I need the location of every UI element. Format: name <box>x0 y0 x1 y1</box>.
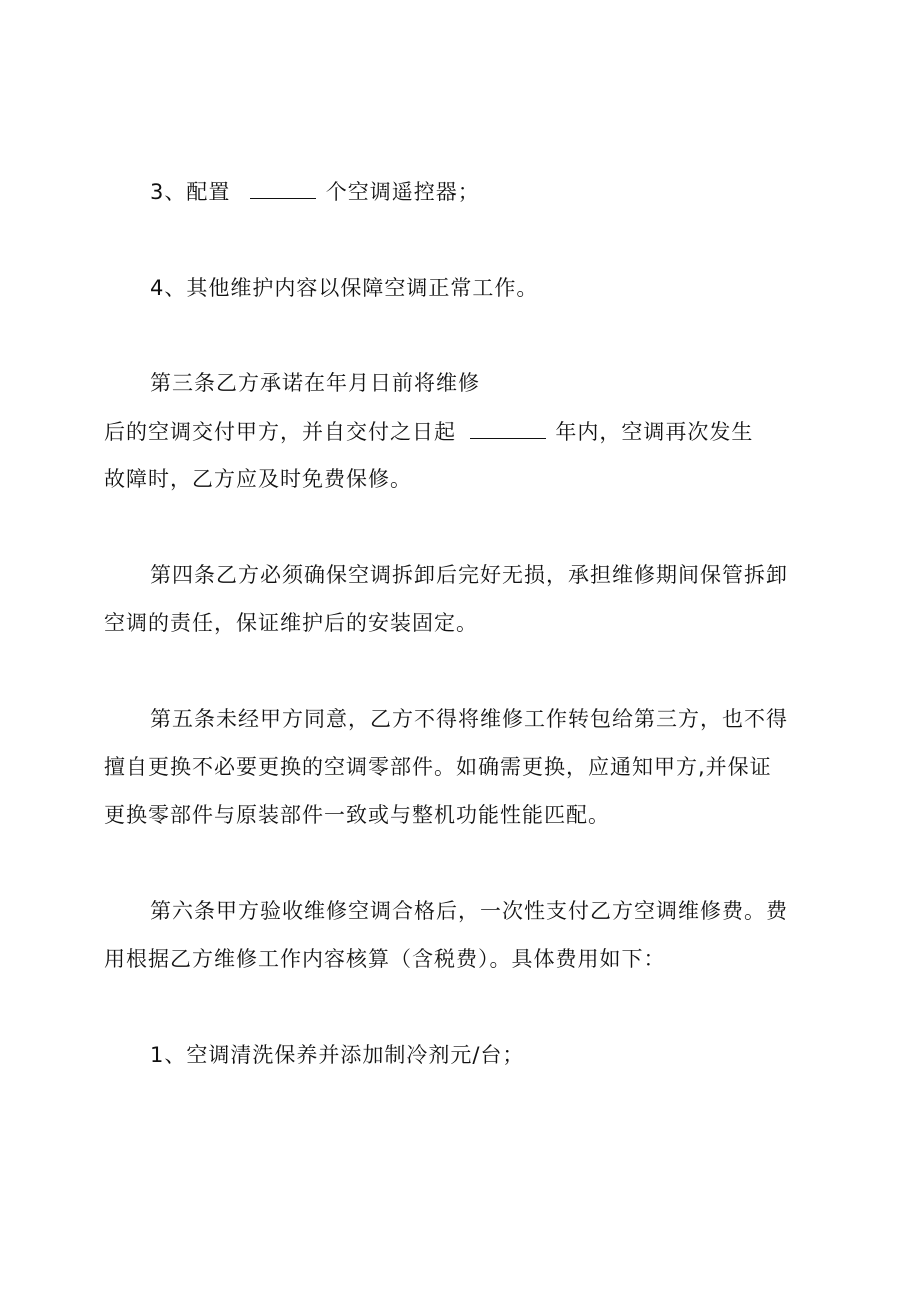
article-3-line-2-before: 后的空调交付甲方，并自交付之日起 <box>104 420 456 444</box>
article-3-line-1: 第三条乙方承诺在年月日前将维修 <box>150 371 480 395</box>
article-4-line-1: 第四条乙方必须确保空调拆卸后完好无损，承担维修期间保管拆卸 <box>150 563 788 587</box>
item-3-text-before: 3、配置 <box>150 180 231 204</box>
article-3-line-3: 故障时，乙方应及时免费保修。 <box>104 467 412 491</box>
article-6-line-2: 用根据乙方维修工作内容核算（含税费）。具体费用如下： <box>104 947 666 971</box>
item-3-line <box>150 178 480 205</box>
fee-item-1: 1、空调清洗保养并添加制冷剂元/台； <box>150 1043 525 1067</box>
article-3-line-2 <box>104 418 753 445</box>
item-3-text-after: 个空调遥控器； <box>325 180 480 204</box>
article-5-line-1: 第五条未经甲方同意，乙方不得将维修工作转包给第三方，也不得 <box>150 707 788 731</box>
article-4-line-2: 空调的责任，保证维护后的安装固定。 <box>104 611 478 635</box>
remote-count-blank <box>250 178 316 199</box>
article-5-line-3: 更换零部件与原装部件一致或与整机功能性能匹配。 <box>104 803 610 827</box>
article-5-line-2: 擅自更换不必要更换的空调零部件。如确需更换，应通知甲方,并保证 <box>104 755 772 779</box>
article-3-line-2-after: 年内，空调再次发生 <box>555 420 754 444</box>
item-4-line: 4、其他维护内容以保障空调正常工作。 <box>150 276 539 300</box>
article-6-line-1: 第六条甲方验收维修空调合格后，一次性支付乙方空调维修费。费 <box>150 899 788 923</box>
warranty-years-blank <box>470 418 546 439</box>
